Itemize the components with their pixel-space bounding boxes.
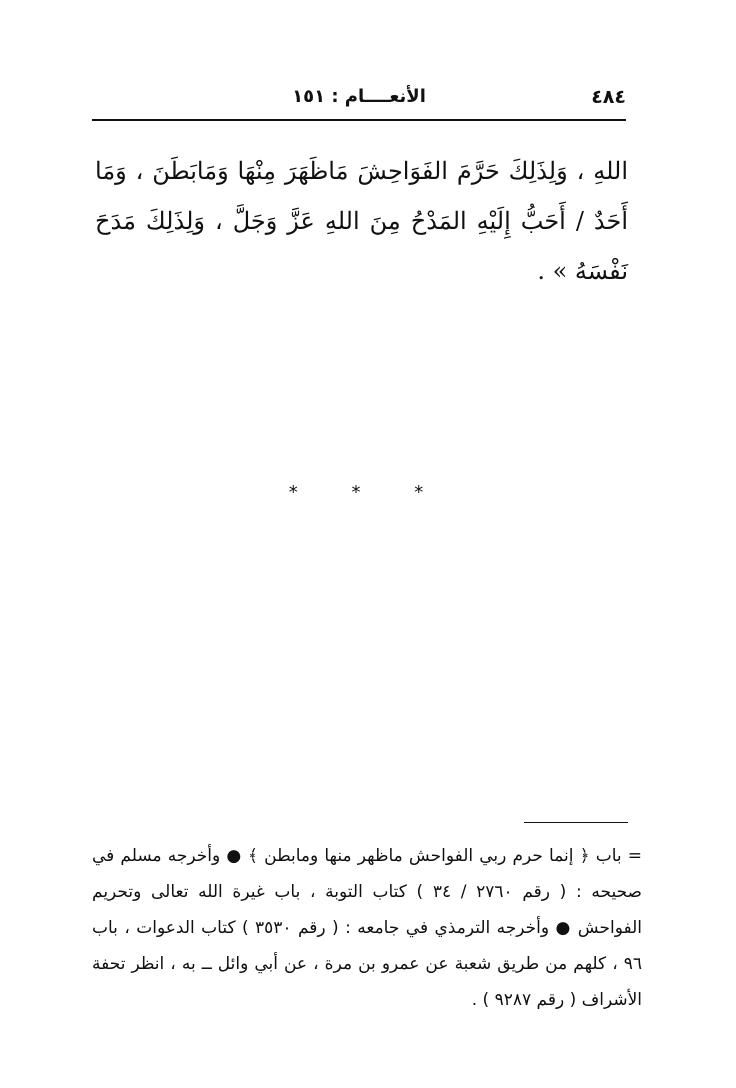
footnote-rule [524,822,628,823]
footnote-text: = باب ﴿ إنما حرم ربي الفواحش ماظهر منها ومابطن ﴾ ● وأخرجه مسلم في صحيحه : ( رقم ٢٧٦٠ / ٣٤ ) كتاب التوبة ، باب غيرة الله تعالى وتحريم الفواحش ● وأخرجه الترمذي في جامعه : ( رقم ٣٥٣٠ ) كتاب الدعوات ، باب ٩٦ ، كلهم من طريق شعبة عن عمرو بن مرة ، عن أبي وائل ــ به ، انظر تحفة الأشراف ( رقم ٩٢٨٧ ) . [92,846,642,1010]
page-number: ٤٨٤ [591,86,626,108]
main-text: اللهِ ، وَلِذَلِكَ حَرَّمَ الفَوَاحِشَ مَاظَهَرَ مِنْهَا وَمَابَطَنَ ، وَمَا أَحَدٌ / أَحَبُّ إِلَيْهِ المَدْحُ مِنَ اللهِ عَزَّ وَجَلَّ ، وَلِذَلِكَ مَدَحَ نَفْسَهُ » . [95,157,628,285]
section-separator: * * * [288,482,448,503]
header-rule [92,119,626,121]
page-header [92,82,626,116]
running-title: الأنعــــام : ١٥١ [292,86,426,107]
